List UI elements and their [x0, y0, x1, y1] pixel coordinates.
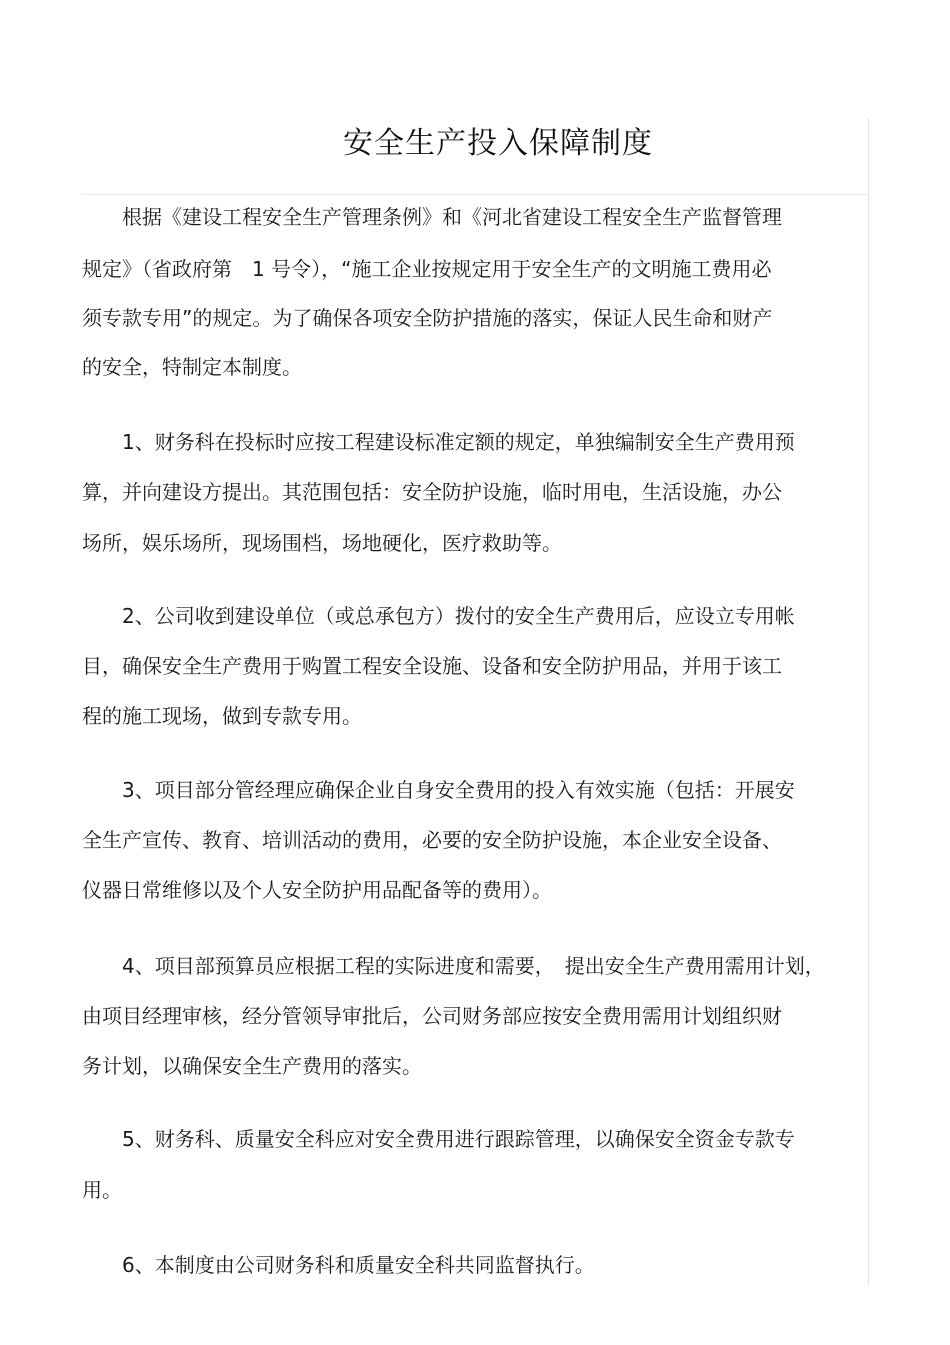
paragraph-line: 1、财务科在投标时应按工程建设标准定额的规定，单独编制安全生产费用预	[122, 430, 795, 454]
paragraph-line: 仪器日常维修以及个人安全防护用品配备等的费用）。	[82, 878, 552, 902]
paragraph-line: 的安全，特制定本制度。	[82, 355, 302, 379]
paragraph-line: 6、本制度由公司财务科和质量安全科共同监督执行。	[122, 1253, 595, 1277]
paragraph-line: 务计划，以确保安全生产费用的落实。	[82, 1054, 422, 1078]
paragraph-line: 规定》（省政府第 1 号令），“施工企业按规定用于安全生产的文明施工费用必	[82, 257, 772, 281]
page-edge-line	[868, 118, 869, 1286]
paragraph-line: 2、公司收到建设单位（或总承包方）拨付的安全生产费用后，应设立专用帐	[122, 604, 795, 628]
paragraph-line: 用。	[82, 1178, 122, 1202]
paragraph-line: 场所，娱乐场所，现场围档，场地硬化，医疗救助等。	[82, 531, 562, 555]
paragraph-line: 算，并向建设方提出。其范围包括：安全防护设施，临时用电，生活设施，办公	[82, 480, 782, 504]
paragraph-line: 程的施工现场，做到专款专用。	[82, 704, 362, 728]
document-title: 安全生产投入保障制度	[343, 126, 653, 161]
paragraph-line: 5、财务科、质量安全科应对安全费用进行跟踪管理，以确保安全资金专款专	[122, 1127, 795, 1151]
paragraph-line: 3、项目部分管经理应确保企业自身安全费用的投入有效实施（包括：开展安	[122, 778, 795, 802]
paragraph-line: 根据《建设工程安全生产管理条例》和《河北省建设工程安全生产监督管理	[122, 205, 782, 229]
paragraph-line: 须专款专用”的规定。为了确保各项安全防护措施的落实，保证人民生命和财产	[82, 306, 773, 330]
paragraph-line: 目，确保安全生产费用于购置工程安全设施、设备和安全防护用品，并用于该工	[82, 654, 782, 678]
paragraph-line: 全生产宣传、教育、培训活动的费用，必要的安全防护设施，本企业安全设备、	[82, 828, 782, 852]
paragraph-line: 4、项目部预算员应根据工程的实际进度和需要， 提出安全生产费用需用计划，	[122, 954, 825, 978]
page-divider-line	[82, 194, 868, 195]
paragraph-line: 由项目经理审核，经分管领导审批后，公司财务部应按安全费用需用计划组织财	[82, 1004, 782, 1028]
